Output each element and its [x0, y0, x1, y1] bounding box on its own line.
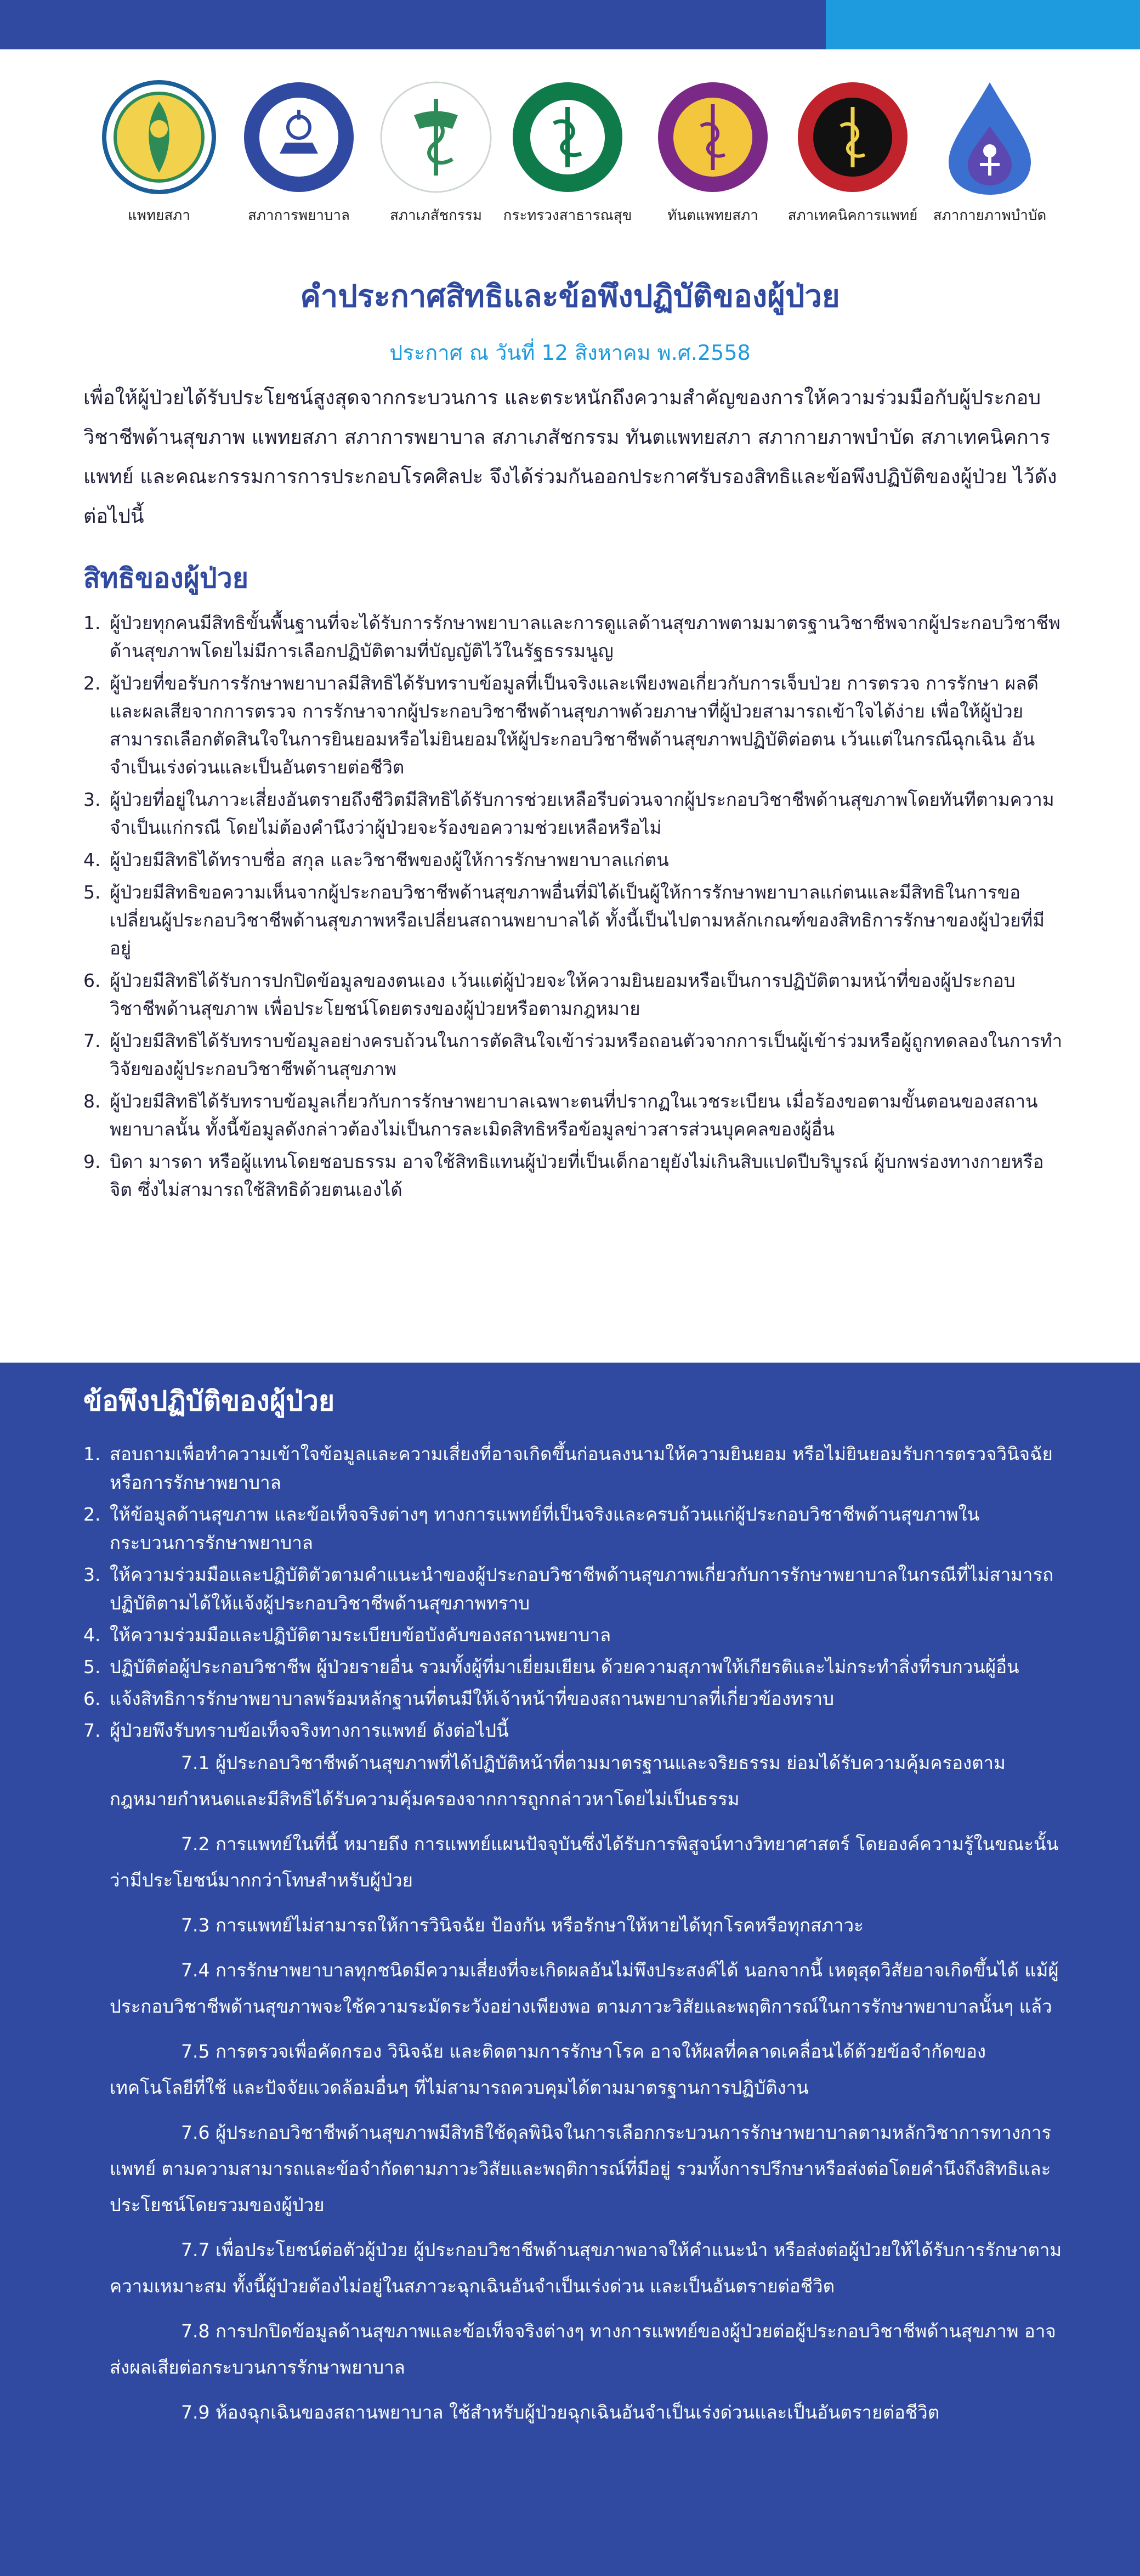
- list-item: [83, 1440, 1065, 1497]
- item-text: ให้ข้อมูลด้านสุขภาพ และข้อเท็จจริงต่างๆ ทางการแพทย์ที่เป็นจริงและครบถ้วนแก่ผู้ประกอบวิชาชีพด้านสุขภาพในกระบวนการรักษาพยาบาล: [110, 1504, 980, 1553]
- item-text: ปฏิบัติต่อผู้ประกอบวิชาชีพ ผู้ป่วยรายอื่น รวมทั้งผู้ที่มาเยี่ยมเยียน ด้วยความสุภาพให้เกียรติและไม่กระทำสิ่งที่รบกวนผู้อื่น: [110, 1656, 1019, 1677]
- duties-heading: ข้อพึงปฏิบัติของผู้ป่วย: [83, 1385, 335, 1417]
- sub-list-item: 7.9 ห้องฉุกเฉินของสถานพยาบาล ใช้สำหรับผู้ป่วยฉุกเฉินอันจำเป็นเร่งด่วนและเป็นอันตรายต่อชีวิต: [181, 2402, 940, 2423]
- item-text: ให้ความร่วมมือและปฏิบัติตามระเบียบข้อบังคับของสถานพยาบาล: [110, 1624, 611, 1646]
- item-text: ผู้ป่วยพึงรับทราบข้อเท็จจริงทางการแพทย์ ดังต่อไปนี้: [110, 1720, 509, 1741]
- sub-list-item: 7.4 การรักษาพยาบาลทุกชนิดมีความเสี่ยงที่จะเกิดผลอันไม่พึงประสงค์ได้ นอกจากนี้ เหตุสุดวิสัยอาจเกิดขึ้นได้ แม้ผู้ประกอบวิชาชีพด้านสุขภาพจะใช้ความระมัดระวังอย่างเพียงพอ ตามภาวะวิสัยและพฤติการณ์ในการรักษาพยาบาลนั้นๆ แล้ว: [110, 1959, 1059, 2017]
- item-text: ผู้ป่วยมีสิทธิได้รับการปกปิดข้อมูลของตนเอง เว้นแต่ผู้ป่วยจะให้ความยินยอมหรือเป็นการปฏิบัติตามหน้าที่ของผู้ประกอบวิชาชีพด้านสุขภาพ เพื่อประโยชน์โดยตรงของผู้ป่วยหรือตามกฎหมาย: [110, 970, 1016, 1019]
- item-number: 1.: [83, 1443, 101, 1465]
- logo-medical-technology-council: [781, 77, 924, 227]
- announcement-date: ประกาศ ณ วันที่ 12 สิงหาคม พ.ศ.2558: [389, 341, 751, 365]
- item-number: 2.: [83, 673, 101, 694]
- item-text: สอบถามเพื่อทำความเข้าใจข้อมูลและความเสี่ยงที่อาจเกิดขึ้นก่อนลงนามให้ความยินยอม หรือไม่ยินยอมรับการตรวจวินิจฉัยหรือการรักษาพยาบาล: [110, 1443, 1053, 1493]
- item-number: 9.: [83, 1151, 101, 1172]
- item-number: 6.: [83, 970, 101, 991]
- list-item: [83, 669, 1065, 781]
- item-text: ผู้ป่วยมีสิทธิได้รับทราบข้อมูลเกี่ยวกับการรักษาพยาบาลเฉพาะตนที่ปรากฏในเวชระเบียน เมื่อร้องขอตามขั้นตอนของสถานพยาบาลนั้น ทั้งนี้ข้อมูลดังกล่าวต้องไม่เป็นการละเมิดสิทธิหรือข้อมูลข่าวสารส่วนบุคคลของผู้อื่น: [110, 1091, 1038, 1140]
- sub-list-item: 7.6 ผู้ประกอบวิชาชีพด้านสุขภาพมีสิทธิใช้ดุลพินิจในการเลือกกระบวนการรักษาพยาบาลตามหลักวิชาการทางการแพทย์ ตามความสามารถและข้อจำกัดตามภาวะวิสัยและพฤติการณ์ที่มีอยู่ รวมทั้งการปรึกษาหรือส่งต่อโดยคำนึงถึงสิทธิและประโยชน์โดยรวมของผู้ป่วย: [110, 2122, 1052, 2216]
- item-number: 6.: [83, 1688, 101, 1709]
- sub-list-item: 7.7 เพื่อประโยชน์ต่อตัวผู้ป่วย ผู้ประกอบวิชาชีพด้านสุขภาพอาจให้คำแนะนำ หรือส่งต่อผู้ป่วยให้ได้รับการรักษาตามความเหมาะสม ทั้งนี้ผู้ป่วยต้องไม่อยู่ในสภาวะฉุกเฉินอันจำเป็นเร่งด่วน และเป็นอันตรายต่อชีวิต: [110, 2239, 1062, 2297]
- dental-council-seal-icon: [653, 77, 773, 197]
- physical-therapy-council-logo-icon: [929, 77, 1050, 197]
- item-text: ผู้ป่วยที่ขอรับการรักษาพยาบาลมีสิทธิได้รับทราบข้อมูลที่เป็นจริงและเพียงพอเกี่ยวกับการเจ็บป่วย การตรวจ การรักษา ผลดีและผลเสียจากการตรวจ การรักษาจากผู้ประกอบวิชาชีพด้านสุขภาพด้วยภาษาที่ผู้ป่วยสามารถเข้าใจได้ง่าย เพื่อให้ผู้ป่วยสามารถเลือกตัดสินใจในการยินยอมหรือไม่ยินยอมให้ผู้ประกอบวิชาชีพด้านสุขภาพปฏิบัติต่อตน เว้นแต่ในกรณีฉุกเฉิน อันจำเป็นเร่งด่วนและเป็นอันตรายต่อชีวิต: [110, 673, 1039, 778]
- logo-caption: สภาเภสัชกรรม: [390, 207, 482, 224]
- item-number: 5.: [83, 882, 101, 903]
- item-text: ให้ความร่วมมือและปฏิบัติตัวตามคำแนะนำของผู้ประกอบวิชาชีพด้านสุขภาพเกี่ยวกับการรักษาพยาบาลในกรณีที่ไม่สามารถปฏิบัติตามได้ให้แจ้งผู้ประกอบวิชาชีพด้านสุขภาพทราบ: [110, 1564, 1054, 1614]
- item-number: 7.: [83, 1030, 101, 1052]
- top-banner-accent: [826, 0, 1140, 49]
- medical-council-seal-icon: [99, 77, 219, 197]
- item-number: 2.: [83, 1504, 101, 1525]
- list-item: [83, 1621, 1065, 1649]
- sub-list-item: 7.2 การแพทย์ในที่นี้ หมายถึง การแพทย์แผนปัจจุบันซึ่งได้รับการพิสูจน์ทางวิทยาศาสตร์ โดยองค์ความรู้ในขณะนั้นว่ามีประโยชน์มากกว่าโทษสำหรับผู้ป่วย: [110, 1833, 1059, 1891]
- item-number: 3.: [83, 789, 101, 810]
- list-item: [83, 1087, 1065, 1143]
- list-item: [83, 1561, 1065, 1618]
- rights-list: [83, 609, 1065, 1208]
- item-number: 5.: [83, 1656, 101, 1677]
- logo-physical-therapy-council: [918, 77, 1061, 227]
- item-text: ผู้ป่วยทุกคนมีสิทธิขั้นพื้นฐานที่จะได้รับการรักษาพยาบาลและการดูแลด้านสุขภาพตามมาตรฐานวิชาชีพจากผู้ประกอบวิชาชีพด้านสุขภาพโดยไม่มีการเลือกปฏิบัติตามที่บัญญัติไว้ในรัฐธรรมนูญ: [110, 612, 1060, 662]
- item-number: 1.: [83, 612, 101, 634]
- item-text: แจ้งสิทธิการรักษาพยาบาลพร้อมหลักฐานที่ตนมีให้เจ้าหน้าที่ของสถานพยาบาลที่เกี่ยวข้องทราบ: [110, 1688, 835, 1709]
- item-number: 3.: [83, 1564, 101, 1585]
- logo-caption: สภากายภาพบำบัด: [933, 207, 1047, 224]
- page-title: คำประกาศสิทธิและข้อพึงปฏิบัติของผู้ป่วย: [300, 279, 840, 314]
- item-text: ผู้ป่วยมีสิทธิขอความเห็นจากผู้ประกอบวิชาชีพด้านสุขภาพอื่นที่มิได้เป็นผู้ให้การรักษาพยาบาลแก่ตนและมีสิทธิในการขอเปลี่ยนผู้ประกอบวิชาชีพด้านสุขภาพหรือเปลี่ยนสถานพยาบาลได้ ทั้งนี้เป็นไปตามหลักเกณฑ์ของสิทธิการรักษาของผู้ป่วยที่มีอยู่: [110, 882, 1045, 959]
- logo-caption: กระทรวงสาธารณสุข: [503, 207, 632, 224]
- nursing-council-seal-icon: [239, 77, 359, 197]
- list-item: [83, 846, 1065, 874]
- list-item: [83, 1653, 1065, 1681]
- item-number: 7.: [83, 1720, 101, 1741]
- item-text: ผู้ป่วยมีสิทธิได้รับทราบข้อมูลอย่างครบถ้วนในการตัดสินใจเข้าร่วมหรือถอนตัวจากการเป็นผู้เข้าร่วมหรือผู้ถูกทดลองในการทำวิจัยของผู้ประกอบวิชาชีพด้านสุขภาพ: [110, 1030, 1063, 1080]
- list-item: [83, 786, 1065, 841]
- logo-caption: ทันตแพทยสภา: [667, 207, 758, 224]
- logo-caption: แพทยสภา: [128, 207, 190, 224]
- sub-list-item: 7.5 การตรวจเพื่อคัดกรอง วินิจฉัย และติดตามการรักษาโรค อาจให้ผลที่คลาดเคลื่อนได้ด้วยข้อจำกัดของเทคโนโลยีที่ใช้ และปัจจัยแวดล้อมอื่นๆ ที่ไม่สามารถควบคุมได้ตามมาตรฐานการปฏิบัติงาน: [110, 2041, 986, 2098]
- sub-list-item: 7.1 ผู้ประกอบวิชาชีพด้านสุขภาพที่ได้ปฏิบัติหน้าที่ตามมาตรฐานและจริยธรรม ย่อมได้รับความคุ้มครองตามกฎหมายกำหนดและมีสิทธิได้รับความคุ้มครองจากการถูกกล่าวหาโดยไม่เป็นธรรม: [110, 1752, 1006, 1810]
- logo-dental-council: [642, 77, 784, 227]
- public-health-ministry-seal-icon: [507, 77, 628, 197]
- duties-list: [83, 1440, 1065, 2439]
- logo-pharmacy-council: [365, 77, 507, 227]
- intro-paragraph: เพื่อให้ผู้ป่วยได้รับประโยชน์สูงสุดจากกระบวนการ และตระหนักถึงความสำคัญของการให้ความร่วมมือกับผู้ประกอบวิชาชีพด้านสุขภาพ แพทยสภา สภาการพยาบาล สภาเภสัชกรรม ทันตแพทยสภา สภากายภาพบำบัด สภาเทคนิคการแพทย์ และคณะกรรมการการประกอบโรคศิลปะ จึงได้ร่วมกันออกประกาศรับรองสิทธิและข้อพึงปฏิบัติของผู้ป่วย ไว้ดังต่อไปนี้: [83, 387, 1057, 528]
- item-number: 8.: [83, 1091, 101, 1112]
- list-item: [83, 967, 1065, 1023]
- logo-nursing-council: [228, 77, 370, 227]
- medical-technology-council-seal-icon: [792, 77, 913, 197]
- list-item: [83, 609, 1065, 665]
- logo-caption: สภาเทคนิคการแพทย์: [787, 207, 918, 224]
- sub-list-item: 7.3 การแพทย์ไม่สามารถให้การวินิจฉัย ป้องกัน หรือรักษาให้หายได้ทุกโรคหรือทุกสภาวะ: [181, 1914, 864, 1936]
- list-item: [83, 1027, 1065, 1083]
- logo-medical-council: [88, 77, 230, 227]
- item-text: ผู้ป่วยมีสิทธิได้ทราบชื่อ สกุล และวิชาชีพของผู้ให้การรักษาพยาบาลแก่ตน: [110, 849, 669, 871]
- list-item: [83, 878, 1065, 962]
- item-number: 4.: [83, 1624, 101, 1646]
- sub-list: [110, 1745, 1065, 2431]
- item-number: 4.: [83, 849, 101, 871]
- list-item: [83, 1716, 1065, 2431]
- rights-heading: สิทธิของผู้ป่วย: [83, 562, 249, 594]
- logo-row: [0, 77, 1140, 230]
- logo-caption: สภาการพยาบาล: [248, 207, 350, 224]
- list-item: [83, 1148, 1065, 1204]
- list-item: [83, 1500, 1065, 1557]
- list-item: [83, 1685, 1065, 1713]
- item-text: ผู้ป่วยที่อยู่ในภาวะเสี่ยงอันตรายถึงชีวิตมีสิทธิได้รับการช่วยเหลือรีบด่วนจากผู้ประกอบวิชาชีพด้านสุขภาพโดยทันทีตามความจำเป็นแก่กรณี โดยไม่ต้องคำนึงว่าผู้ป่วยจะร้องขอความช่วยเหลือหรือไม่: [110, 789, 1054, 838]
- item-text: บิดา มารดา หรือผู้แทนโดยชอบธรรม อาจใช้สิทธิแทนผู้ป่วยที่เป็นเด็กอายุยังไม่เกินสิบแปดปีบริบูรณ์ ผู้บกพร่องทางกายหรือจิต ซึ่งไม่สามารถใช้สิทธิด้วยตนเองได้: [110, 1151, 1044, 1200]
- sub-list-item: 7.8 การปกปิดข้อมูลด้านสุขภาพและข้อเท็จจริงต่างๆ ทางการแพทย์ของผู้ป่วยต่อผู้ประกอบวิชาชีพด้านสุขภาพ อาจส่งผลเสียต่อกระบวนการรักษาพยาบาล: [110, 2320, 1056, 2378]
- pharmacy-council-seal-icon: [376, 77, 496, 197]
- logo-public-health-ministry: [496, 77, 639, 227]
